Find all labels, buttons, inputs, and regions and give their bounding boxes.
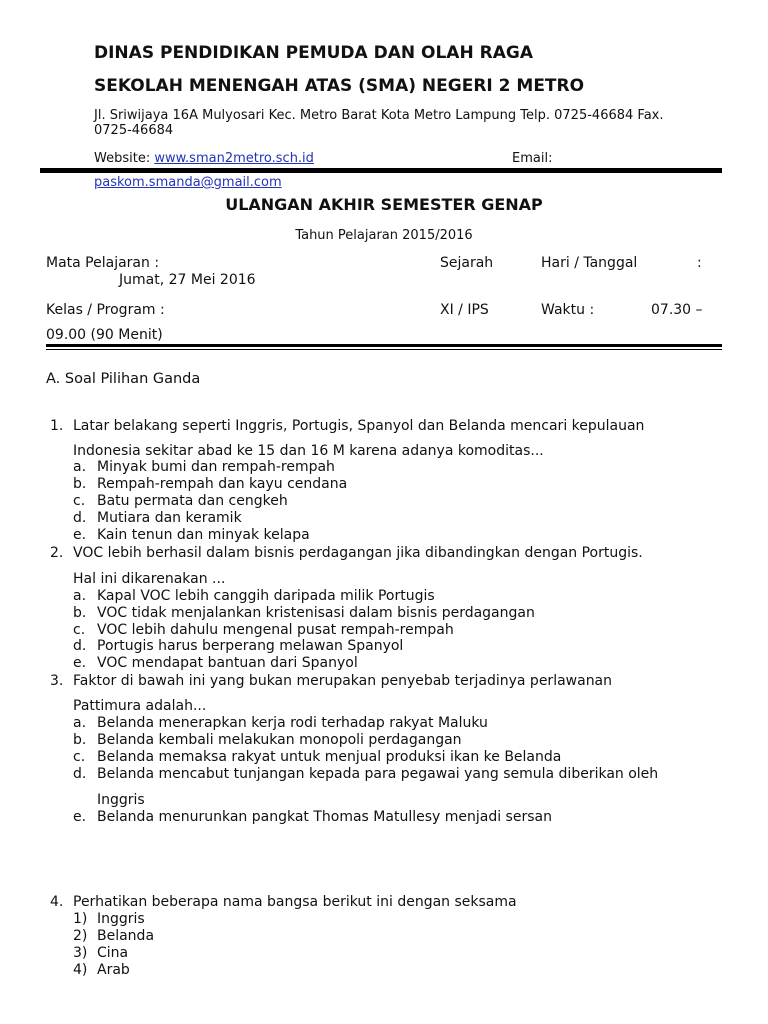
option-text: Batu permata dan cengkeh: [97, 493, 288, 509]
question-number: 2.: [50, 545, 64, 561]
question-text: Indonesia sekitar abad ke 15 dan 16 M karena adanya komoditas...: [73, 443, 544, 459]
exam-year: Tahun Pelajaran 2015/2016: [295, 228, 473, 243]
time-start: 07.30 –: [651, 302, 703, 318]
subject-label: Mata Pelajaran :: [46, 255, 160, 271]
option-text: Belanda memaksa rakyat untuk menjual produksi ikan ke Belanda: [97, 749, 562, 765]
option-marker: a.: [73, 715, 87, 731]
option-marker: 2): [73, 928, 88, 944]
option-marker: 3): [73, 945, 88, 961]
option-marker: e.: [73, 655, 87, 671]
website-label: Website:: [94, 151, 151, 166]
option-marker: c.: [73, 749, 86, 765]
email-label: Email:: [512, 151, 553, 166]
date-value: Jumat, 27 Mei 2016: [119, 272, 256, 288]
website-row: [94, 151, 314, 166]
option-text: Rempah-rempah dan kayu cendana: [97, 476, 348, 492]
question-text: Pattimura adalah...: [73, 698, 207, 714]
question-text: Perhatikan beberapa nama bangsa berikut ini dengan seksama: [73, 894, 517, 910]
option-marker: b.: [73, 732, 87, 748]
option-text: Belanda mencabut tunjangan kepada para pegawai yang semula diberikan oleh: [97, 766, 659, 782]
info-divider-top: [46, 344, 722, 347]
question-number: 1.: [50, 418, 64, 434]
question-number: 4.: [50, 894, 64, 910]
address-line1: Jl. Sriwijaya 16A Mulyosari Kec. Metro Barat Kota Metro Lampung Telp. 0725-46684 Fax.: [94, 108, 664, 123]
date-colon: :: [697, 255, 702, 271]
address-line2: 0725-46684: [94, 123, 174, 138]
subject-value: Sejarah: [440, 255, 494, 271]
website-link[interactable]: www.sman2metro.sch.id: [154, 151, 314, 166]
class-value: XI / IPS: [440, 302, 489, 318]
option-text: Cina: [97, 945, 129, 961]
option-marker: a.: [73, 588, 87, 604]
exam-title: ULANGAN AKHIR SEMESTER GENAP: [225, 195, 543, 214]
question-text: VOC lebih berhasil dalam bisnis perdagangan jika dibandingkan dengan Portugis.: [73, 545, 643, 561]
option-text: VOC tidak menjalankan kristenisasi dalam bisnis perdagangan: [97, 605, 535, 621]
option-marker: c.: [73, 493, 86, 509]
option-marker: d.: [73, 766, 87, 782]
option-text: Inggris: [97, 911, 145, 927]
question-number: 3.: [50, 673, 64, 689]
option-marker: d.: [73, 638, 87, 654]
option-marker: 4): [73, 962, 88, 978]
header-line2: SEKOLAH MENENGAH ATAS (SMA) NEGERI 2 METRO: [94, 76, 585, 96]
option-text: VOC mendapat bantuan dari Spanyol: [97, 655, 358, 671]
option-marker: a.: [73, 459, 87, 475]
question-text: Latar belakang seperti Inggris, Portugis, Spanyol dan Belanda mencari kepulauan: [73, 418, 645, 434]
option-marker: e.: [73, 527, 87, 543]
option-text: Belanda menurunkan pangkat Thomas Matullesy menjadi sersan: [97, 809, 552, 825]
option-marker: 1): [73, 911, 88, 927]
option-text: Mutiara dan keramik: [97, 510, 242, 526]
option-text: Belanda menerapkan kerja rodi terhadap rakyat Maluku: [97, 715, 488, 731]
option-marker: b.: [73, 476, 87, 492]
option-marker: b.: [73, 605, 87, 621]
question-text: Faktor di bawah ini yang bukan merupakan penyebab terjadinya perlawanan: [73, 673, 613, 689]
header-line1: DINAS PENDIDIKAN PEMUDA DAN OLAH RAGA: [94, 43, 533, 63]
option-text: Inggris: [97, 792, 145, 808]
time-end: 09.00 (90 Menit): [46, 327, 163, 343]
option-text: Belanda: [97, 928, 155, 944]
header-divider: [40, 168, 722, 173]
option-text: VOC lebih dahulu mengenal pusat rempah-rempah: [97, 622, 454, 638]
option-marker: c.: [73, 622, 86, 638]
option-text: Arab: [97, 962, 130, 978]
question-text: Hal ini dikarenakan ...: [73, 571, 226, 587]
option-text: Portugis harus berperang melawan Spanyol: [97, 638, 404, 654]
option-marker: e.: [73, 809, 87, 825]
class-label: Kelas / Program :: [46, 302, 165, 318]
section-heading: A. Soal Pilihan Ganda: [46, 371, 201, 387]
option-marker: d.: [73, 510, 87, 526]
option-text: Kain tenun dan minyak kelapa: [97, 527, 310, 543]
option-text: Minyak bumi dan rempah-rempah: [97, 459, 335, 475]
info-divider-bottom: [46, 349, 722, 350]
date-label: Hari / Tanggal: [541, 255, 638, 271]
time-label: Waktu :: [541, 302, 595, 318]
email-link[interactable]: paskom.smanda@gmail.com: [94, 175, 282, 190]
option-text: Kapal VOC lebih canggih daripada milik Portugis: [97, 588, 435, 604]
option-text: Belanda kembali melakukan monopoli perdagangan: [97, 732, 462, 748]
